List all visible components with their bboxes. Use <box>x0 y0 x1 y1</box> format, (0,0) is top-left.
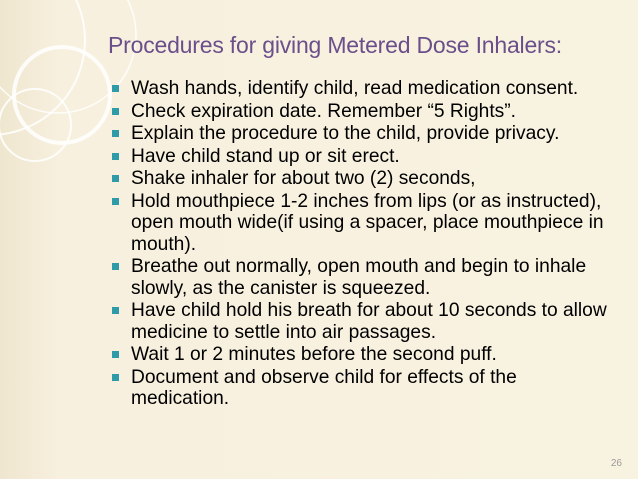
bullet-text: Have child stand up or sit erect. <box>131 145 400 167</box>
list-item <box>112 123 612 145</box>
bullet-text: Wash hands, identify child, read medication consent. <box>131 78 579 99</box>
bullet-text: Shake inhaler for about two (2) seconds, <box>131 168 476 189</box>
square-bullet-icon <box>112 307 119 314</box>
bullet-text: Explain the procedure to the child, provide privacy. <box>131 123 560 144</box>
square-bullet-icon <box>112 85 119 92</box>
list-item <box>112 300 612 343</box>
square-bullet-icon <box>112 108 119 115</box>
square-bullet-icon <box>112 198 119 205</box>
square-bullet-icon <box>112 263 119 270</box>
list-item <box>112 191 612 256</box>
square-bullet-icon <box>112 175 119 182</box>
square-bullet-icon <box>112 130 119 137</box>
bullet-text: Document and observe child for effects of the medication. <box>131 366 517 409</box>
list-item <box>112 367 612 410</box>
list-item <box>112 78 612 100</box>
square-bullet-icon <box>112 153 119 160</box>
list-item <box>112 146 612 168</box>
bullet-text: Hold mouthpiece 1-2 inches from lips (or as instructed), open mouth wide(if using a spacer, place mouthpiece in mouth). <box>131 190 604 255</box>
square-bullet-icon <box>112 351 119 358</box>
bullet-text: Have child hold his breath for about 10 seconds to allow medicine to settle into air passages. <box>131 300 607 343</box>
square-bullet-icon <box>112 374 119 381</box>
list-item <box>112 168 612 190</box>
list-item <box>112 256 612 299</box>
bullet-text: Breathe out normally, open mouth and begin to inhale slowly, as the canister is squeezed. <box>131 256 587 299</box>
list-item <box>112 101 612 123</box>
bullet-list <box>112 78 612 411</box>
slide-title: Procedures for giving Metered Dose Inhalers: <box>108 32 562 58</box>
list-item <box>112 344 612 366</box>
bullet-text: Wait 1 or 2 minutes before the second puff. <box>131 344 497 365</box>
page-number: 26 <box>610 458 622 469</box>
bullet-text: Check expiration date. Remember “5 Rights”. <box>131 100 516 122</box>
